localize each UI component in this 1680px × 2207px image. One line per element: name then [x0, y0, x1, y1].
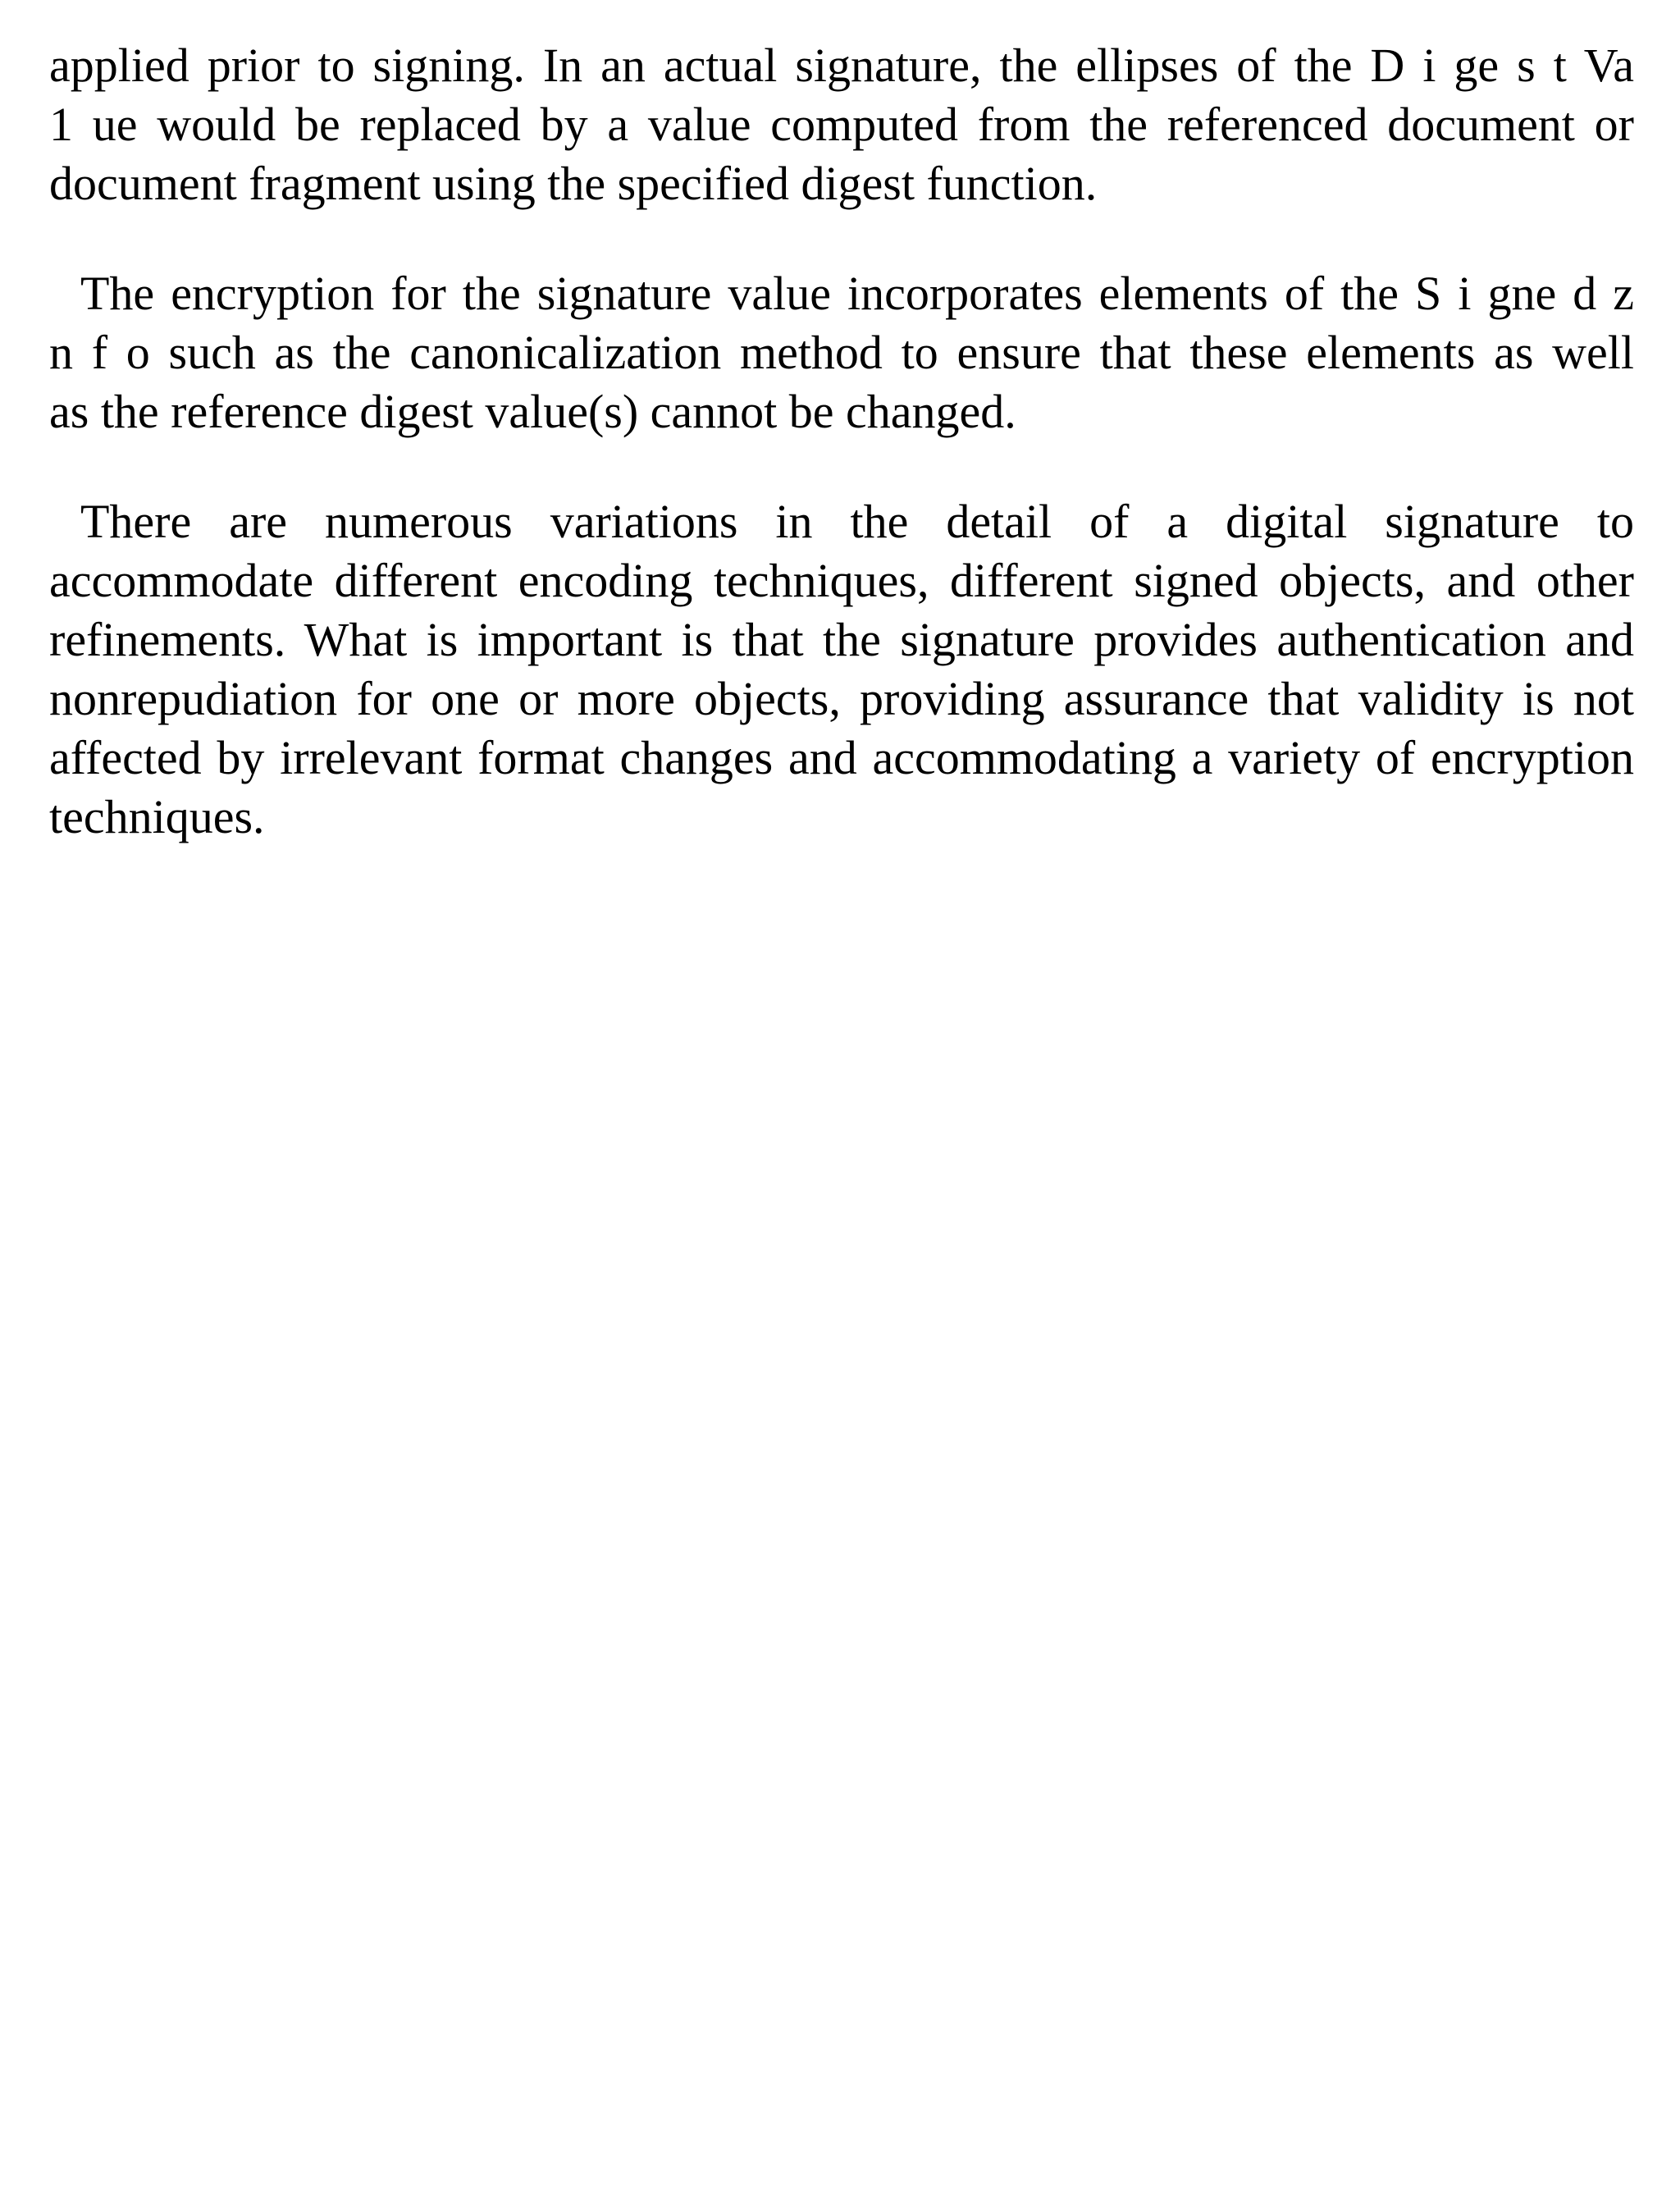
text-line: n f o such as the canonicalization method to ensure that these elements as well — [49, 326, 1634, 379]
text-line: There are numerous variations in the detail of a digital signature to — [80, 495, 1634, 548]
text-line: applied prior to signing. In an actual signature, the ellipses of the D i ge s t Va — [49, 39, 1634, 92]
text-line: document fragment using the specified digest function. — [49, 157, 1098, 210]
paragraph-variations — [49, 492, 1634, 847]
text-line: nonrepudiation for one or more objects, providing assurance that validity is not — [49, 672, 1634, 725]
text-line: refinements. What is important is that the signature provides authentication and — [49, 613, 1634, 666]
text-line: affected by irrelevant format changes and accommodating a variety of encryption — [49, 731, 1634, 784]
paragraph-digest-value — [49, 36, 1634, 213]
text-line: techniques. — [49, 790, 265, 843]
paragraph-encryption — [49, 264, 1634, 441]
text-line: as the reference digest value(s) cannot be changed. — [49, 385, 1016, 438]
text-line: 1 ue would be replaced by a value computed from the referenced document or — [49, 98, 1634, 151]
text-line: accommodate different encoding techniques, different signed objects, and other — [49, 554, 1634, 607]
text-line: The encryption for the signature value incorporates elements of the S i gne d z — [80, 267, 1634, 320]
